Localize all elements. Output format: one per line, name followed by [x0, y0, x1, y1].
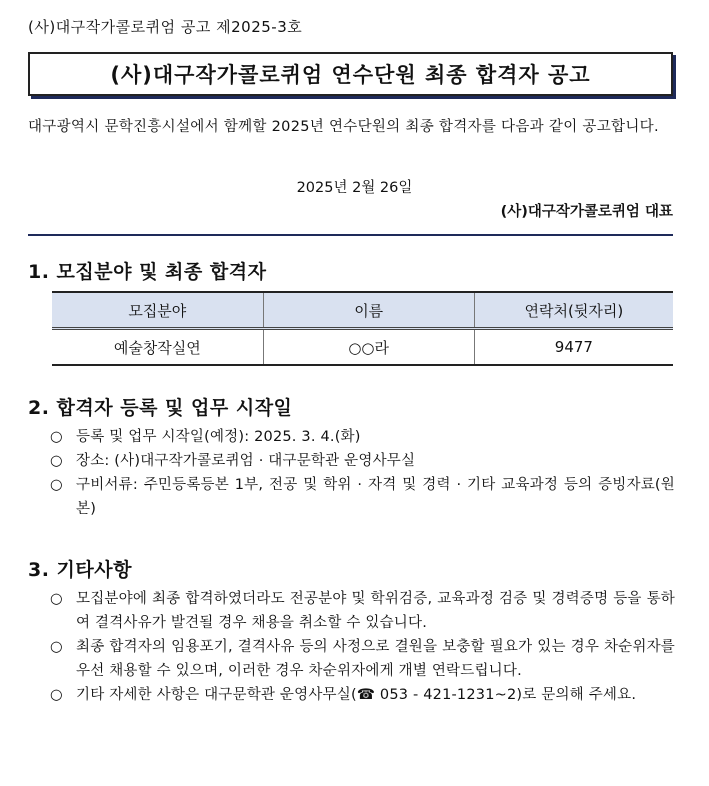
signer: (사)대구작가콜로퀴엄 대표 — [500, 204, 673, 220]
list-item — [50, 449, 675, 473]
circle-bullet-icon: ○ — [50, 477, 63, 493]
circle-bullet-icon: ○ — [50, 591, 63, 607]
title-text: (사)대구작가콜로퀴엄 연수단원 최종 합격자 공고 — [110, 63, 591, 87]
list-item — [50, 473, 675, 521]
circle-bullet-icon: ○ — [50, 429, 63, 445]
list-item-text: 장소: (사)대구작가콜로퀴엄 · 대구문학관 운영사무실 — [76, 453, 416, 469]
column-header: 모집분야 — [52, 292, 263, 329]
list-item — [50, 635, 675, 683]
notice-number: (사)대구작가콜로퀴엄 공고 제2025-3호 — [28, 18, 303, 36]
divider — [28, 234, 673, 236]
list-item-text: 구비서류: 주민등록등본 1부, 전공 및 학위 · 자격 및 경력 · 기타 교육과정 등의 증빙자료(원본) — [76, 477, 675, 517]
list-item-text: 등록 및 업무 시작일(예정): 2025. 3. 4.(화) — [76, 429, 361, 445]
list-item-text: 최종 합격자의 임용포기, 결격사유 등의 사정으로 결원을 보충할 필요가 있는 경우 차순위자를 우선 채용할 수 있으며, 이러한 경우 차순위자에게 개별 연락드립니다. — [76, 639, 675, 679]
list-item — [50, 683, 675, 707]
table-cell: ○○라 — [263, 329, 474, 366]
table-cell: 9477 — [474, 329, 673, 366]
circle-bullet-icon: ○ — [50, 639, 63, 655]
page-title — [28, 52, 673, 96]
list-item-text: 기타 자세한 사항은 대구문학관 운영사무실(☎ 053 - 421-1231~2)로 문의해 주세요. — [76, 687, 637, 703]
intro-paragraph: 대구광역시 문학진흥시설에서 함께할 2025년 연수단원의 최종 합격자를 다음과 같이 공고합니다. — [28, 119, 659, 135]
section-3-title: 3. 기타사항 — [28, 559, 132, 581]
section-2-list — [50, 425, 675, 521]
section-1-title: 1. 모집분야 및 최종 합격자 — [28, 261, 267, 283]
table-header-row — [52, 292, 673, 329]
table-cell: 예술창작실연 — [52, 329, 263, 366]
list-item — [50, 425, 675, 449]
result-table — [52, 291, 673, 366]
column-header: 이름 — [263, 292, 474, 329]
notice-date: 2025년 2월 26일 — [296, 180, 413, 196]
list-item-text: 모집분야에 최종 합격하였더라도 전공분야 및 학위검증, 교육과정 검증 및 경력증명 등을 통하여 결격사유가 발견될 경우 채용을 취소할 수 있습니다. — [76, 591, 675, 631]
table-row — [52, 329, 673, 366]
section-2-title: 2. 합격자 등록 및 업무 시작일 — [28, 397, 293, 419]
circle-bullet-icon: ○ — [50, 687, 63, 703]
list-item — [50, 587, 675, 635]
column-header: 연락처(뒷자리) — [474, 292, 673, 329]
circle-bullet-icon: ○ — [50, 453, 63, 469]
section-3-list — [50, 587, 675, 707]
